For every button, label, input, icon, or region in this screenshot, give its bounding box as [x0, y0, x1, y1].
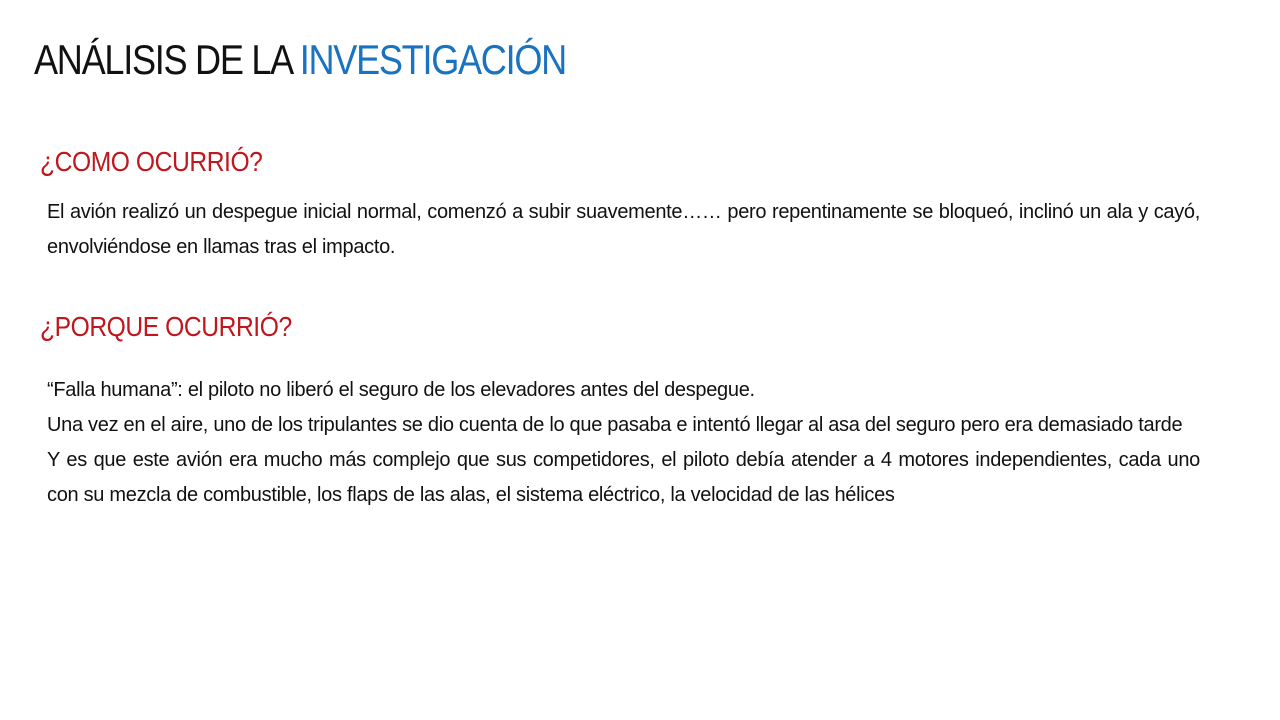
- section-body-como: [47, 195, 1200, 265]
- section-heading-porque: ¿PORQUE OCURRIÓ?: [40, 311, 292, 342]
- section-body-porque: [47, 373, 1200, 513]
- paragraph-como: El avión realizó un despegue inicial normal, comenzó a subir suavemente…… pero repentinamente se bloqueó, inclinó un ala y cayó, envolviéndose en llamas tras el impacto.: [47, 201, 1200, 258]
- paragraph-falla-humana: “Falla humana”: el piloto no liberó el seguro de los elevadores antes del despegue.: [47, 379, 755, 401]
- slide-title: [34, 34, 566, 86]
- slide-title-main: ANÁLISIS DE LA: [34, 36, 300, 83]
- slide-title-accent: INVESTIGACIÓN: [299, 36, 566, 83]
- section-heading-como: ¿COMO OCURRIÓ?: [40, 146, 263, 177]
- paragraph-tripulante: Una vez en el aire, uno de los tripulantes se dio cuenta de lo que pasaba e intentó llegar al asa del seguro pero era demasiado tarde: [47, 414, 1183, 436]
- paragraph-complejidad: Y es que este avión era mucho más complejo que sus competidores, el piloto debía atender a 4 motores independientes, cada uno con su mezcla de combustible, los flaps de las alas, el sistema eléctrico, la velocidad de las hélices: [47, 449, 1200, 506]
